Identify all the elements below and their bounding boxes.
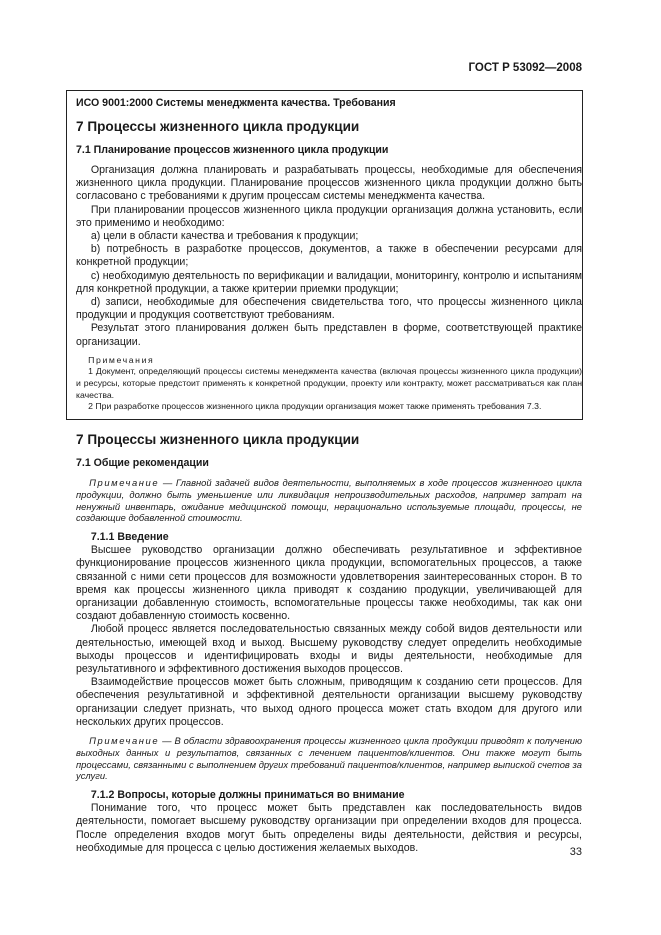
note-paragraph xyxy=(76,477,582,524)
iso-subsection-heading: 7.1 Планирование процессов жизненного цикла продукции xyxy=(76,144,389,156)
note-label: Примечание xyxy=(89,735,160,747)
iso-quote-title: ИСО 9001:2000 Системы менеджмента качества. Требования xyxy=(76,97,396,109)
paragraph: Высшее руководство организации должно обеспечивать результативное и эффективное функционирование процессов жизненного цикла продукции, вспомогательных процессов, а также связанной с ними сети процессов для возможности удовлетворения заинтересованных сторон. В то время как процессы жизненного цикла приводят к созданию продукции, увеличивающей для организации добавленную стоимость, вспомогательные процессы также необходимы, так как они создают добавленную стоимость косвенно. xyxy=(76,544,582,623)
iso-list-item: b) потребность в разработке процессов, документов, а также в обеспечении ресурсами для конкретной продукции; xyxy=(76,243,582,269)
note-label: Примечание xyxy=(89,477,160,488)
iso-note: 1 Документ, определяющий процессы системы менеджмента качества (включая процессы жизненного цикла продукции) и ресурсы, которые предстоит применять к конкретной продукции, проекту или контракту, может рассматриваться как план качества. xyxy=(76,366,582,400)
iso-note: 2 При разработке процессов жизненного цикла продукции организация может также применять требования 7.3. xyxy=(88,401,542,412)
main-content xyxy=(76,432,582,855)
iso-list-item: а) цели в области качества и требования к продукции; xyxy=(90,230,359,243)
note-text: — Главной задачей видов деятельности, выполняемых в ходе процессов жизненного цикла продукции, должно быть уменьшение или ликвидация непроизводительных расходов, например затрат на ненужный инвентарь, ожидание медицинской помощи, нерационально используемые площади, процессы, не создающие добавленной стоимости. xyxy=(76,477,582,524)
paragraph: Любой процесс является последовательностью связанных между собой видов деятельности или деятельностью, имеющей вход и выход. Высшему руководству следует определить необходимые выходы процессов и идентифицировать входы и виды деятельности, необходимые для результативного и эффективного достижения выходов процессов. xyxy=(76,623,582,676)
iso-list-item: c) необходимую деятельность по верификации и валидации, мониторингу, контролю и испытаниям для конкретной продукции, а также критерии приемки продукции; xyxy=(76,269,582,295)
note-paragraph xyxy=(76,735,582,782)
subsection-heading: 7.1 Общие рекомендации xyxy=(76,457,209,469)
note-text: — В области здравоохранения процессы жизненного цикла продукции приводят к получению выходных данных и результатов, связанных с лечением пациентов/клиентов. Они также могут быть процессами, связанными с выполнением других требований пациентов/клиентов, например выпиской счетов за услуги. xyxy=(76,735,582,782)
iso-quote-content xyxy=(76,97,582,413)
iso-section-heading: 7 Процессы жизненного цикла продукции xyxy=(76,119,360,134)
iso-paragraph: Организация должна планировать и разрабатывать процессы, необходимые для обеспечения жизненного цикла продукции. Планирование процессов жизненного цикла продукции должно быть согласовано с требованиями к другим процессам системы менеджмента качества. xyxy=(76,164,582,203)
iso-notes-label: Примечания xyxy=(88,354,155,365)
paragraph: Взаимодействие процессов может быть сложным, приводящим к созданию сети процессов. Для обеспечения результативной и эффективной деятельности организации высшему руководству организации следует признать, что выход одного процесса может стать входом для другого или нескольких других процессов. xyxy=(76,676,582,728)
standard-header: ГОСТ Р 53092—2008 xyxy=(468,62,582,74)
paragraph: Понимание того, что процесс может быть представлен как последовательность видов деятельности, помогает высшему руководству организации при определении входов для процесса. После определения входов могут быть определены виды деятельности, действия и ресурсы, необходимые для процесса с целью достижения желаемых выходов. xyxy=(76,802,582,854)
section-heading: 7 Процессы жизненного цикла продукции xyxy=(76,432,360,447)
page-number: 33 xyxy=(569,846,582,858)
iso-paragraph: При планировании процессов жизненного цикла продукции организация должна установить, если это применимо и необходимо: xyxy=(76,203,582,229)
subsection-heading: 7.1.2 Вопросы, которые должны приниматься во внимание xyxy=(90,789,405,802)
iso-list-item: d) записи, необходимые для обеспечения свидетельства того, что процессы жизненного цикла продукции и продукция соответствуют требованиям. xyxy=(76,296,582,322)
iso-paragraph: Результат этого планирования должен быть представлен в форме, соответствующей практике организации. xyxy=(76,322,582,348)
subsection-heading: 7.1.1 Введение xyxy=(90,531,169,544)
